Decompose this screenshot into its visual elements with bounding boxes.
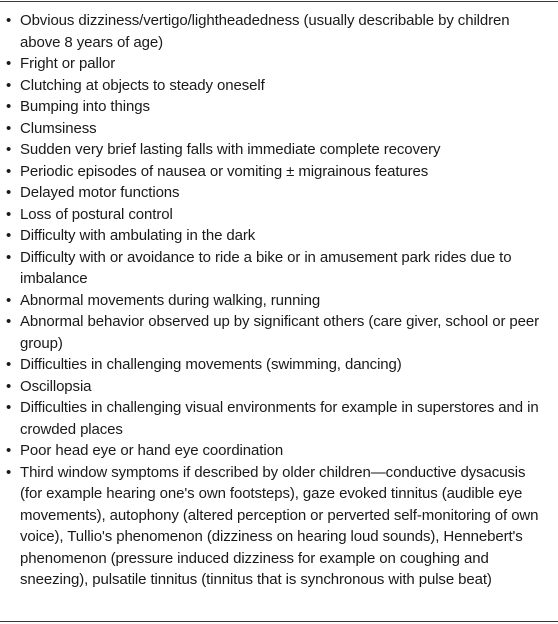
bullet-icon: • bbox=[6, 377, 12, 395]
bullet-icon: • bbox=[6, 55, 12, 72]
list-item-text: Clumsiness bbox=[20, 119, 97, 137]
list-item bbox=[0, 161, 550, 183]
list-item bbox=[0, 462, 550, 591]
bullet-icon: • bbox=[6, 119, 12, 137]
list-item-text: Periodic episodes of nausea or vomiting ± migrainous features bbox=[20, 162, 429, 180]
list-item bbox=[0, 225, 550, 247]
list-item bbox=[0, 118, 550, 140]
list-item-text: Difficulties in challenging visual environments for example in superstores and in crowded places bbox=[20, 399, 539, 438]
list-item-text: Bumping into things bbox=[20, 98, 150, 115]
list-item bbox=[0, 75, 550, 97]
bullet-icon: • bbox=[6, 313, 12, 330]
bottom-rule bbox=[0, 621, 558, 622]
list-item-text: Delayed motor functions bbox=[20, 184, 180, 201]
bullet-icon: • bbox=[6, 399, 12, 416]
list-item bbox=[0, 10, 550, 53]
bullet-icon: • bbox=[6, 356, 12, 373]
list-item-text: Obvious dizziness/vertigo/lightheadedness (usually describable by children above 8 years of age) bbox=[20, 12, 510, 51]
list-item bbox=[0, 376, 550, 398]
list-item-text: Difficulty with or avoidance to ride a bike or in amusement park rides due to imbalance bbox=[20, 248, 512, 287]
list-item-text: Clutching at objects to steady oneself bbox=[20, 76, 265, 94]
bullet-icon: • bbox=[6, 141, 12, 158]
bullet-icon: • bbox=[6, 291, 12, 309]
list-item-text: Loss of postural control bbox=[20, 205, 173, 223]
list-item bbox=[0, 397, 550, 440]
bullet-icon: • bbox=[6, 184, 12, 201]
list-item bbox=[0, 354, 550, 376]
list-item-text: Difficulties in challenging movements (swimming, dancing) bbox=[20, 356, 402, 373]
bullet-icon: • bbox=[6, 442, 12, 459]
list-item bbox=[0, 290, 550, 312]
bullet-icon: • bbox=[6, 98, 12, 115]
list-item-text: Sudden very brief lasting falls with immediate complete recovery bbox=[20, 141, 441, 158]
bullet-icon: • bbox=[6, 463, 12, 481]
bullet-icon: • bbox=[6, 248, 12, 266]
list-item bbox=[0, 139, 550, 161]
list-item bbox=[0, 182, 550, 204]
bullet-icon: • bbox=[6, 227, 12, 244]
list-item bbox=[0, 204, 550, 226]
list-item bbox=[0, 440, 550, 462]
bullet-icon: • bbox=[6, 162, 12, 180]
top-rule bbox=[0, 1, 558, 2]
list-item-text: Abnormal movements during walking, running bbox=[20, 291, 321, 309]
bullet-icon: • bbox=[6, 76, 12, 94]
list-item-text: Difficulty with ambulating in the dark bbox=[20, 227, 256, 244]
list-item-text: Poor head eye or hand eye coordination bbox=[20, 442, 284, 459]
list-item bbox=[0, 247, 550, 290]
bullet-icon: • bbox=[6, 12, 12, 29]
list-item bbox=[0, 96, 550, 118]
list-item bbox=[0, 311, 550, 354]
list-item bbox=[0, 53, 550, 75]
symptom-list bbox=[0, 10, 550, 591]
list-item-text: Third window symptoms if described by older children—conductive dysacusis (for example hearing one's own footsteps), gaze evoked tinnitus (audible eye movements), autophony (altered perception or perverted self-monitoring of own voice), Tullio's phenomenon (dizziness on hearing loud sounds), Hennebert's phenomenon (pressure induced dizziness for example on coughing and sneezing), pulsatile tinnitus (tinnitus that is synchronous with pulse beat) bbox=[20, 463, 539, 588]
bullet-icon: • bbox=[6, 205, 12, 223]
list-item-text: Fright or pallor bbox=[20, 55, 116, 72]
list-item-text: Abnormal behavior observed up by significant others (care giver, school or peer group) bbox=[20, 313, 540, 352]
list-item-text: Oscillopsia bbox=[20, 377, 92, 395]
